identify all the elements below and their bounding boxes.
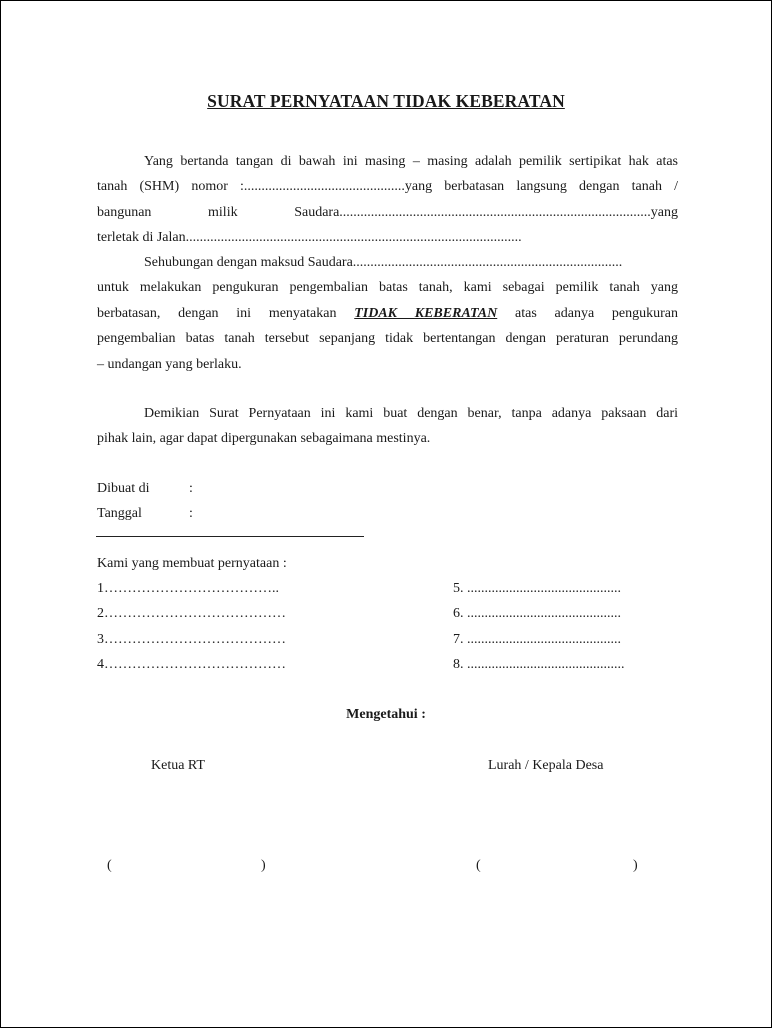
signer-line-2: 2…………………………………	[97, 606, 286, 621]
signer-line-7: 7. ............................................	[453, 632, 621, 647]
divider-line	[96, 536, 364, 537]
statement-line-4: terletak di Jalan................................................................................................	[97, 230, 522, 246]
objection-line-1: Sehubungan dengan maksud Saudara.............................................................................	[144, 255, 623, 270]
signer-line-3: 3…………………………………	[97, 632, 286, 647]
objection-line-2: untuk melakukan pengukuran pengembalian batas tanah, kami sebagai pemilik tanah yang	[97, 280, 678, 296]
field-tanggal	[97, 506, 193, 522]
tanggal-label: Tanggal	[97, 506, 142, 521]
objection-line-3: berbatasan, dengan ini menyatakan TIDAK KEBERATAN atas adanya pengukuran	[97, 305, 679, 321]
signer-line-4: 4…………………………………	[97, 657, 286, 672]
signer-line-8: 8. .............................................	[453, 657, 625, 672]
lurah-label: Lurah / Kepala Desa	[488, 758, 604, 773]
acknowledge-heading: Mengetahui :	[346, 707, 426, 722]
document-title: SURAT PERNYATAAN TIDAK KEBERATAN	[207, 91, 565, 111]
paragraph-statement	[97, 149, 678, 251]
closing-line-2: pihak lain, agar dapat dipergunakan sebagaimana mestinya.	[97, 431, 431, 447]
statement-line-3: bangunan milik Saudara.........................................................................................yang	[97, 204, 678, 220]
lurah-signature-open: (	[476, 858, 481, 873]
statement-line-2: tanah (SHM) nomor :..............................................yang berbatasan langsung dengan tanah /	[97, 179, 678, 195]
ketua-rt-signature-close: )	[261, 858, 266, 873]
signer-line-5: 5. ............................................	[453, 581, 621, 596]
statement-line-1: Yang bertanda tangan di bawah ini masing – masing adalah pemilik sertipikat hak atas	[144, 154, 678, 169]
ketua-rt-label: Ketua RT	[151, 758, 205, 773]
dibuat-label: Dibuat di	[97, 481, 150, 496]
objection-line-5: – undangan yang berlaku.	[97, 356, 242, 372]
lurah-signature-close: )	[633, 858, 638, 873]
field-dibuat-di	[97, 481, 193, 497]
closing-line-1: Demikian Surat Pernyataan ini kami buat dengan benar, tanpa adanya paksaan dari	[144, 406, 678, 421]
signer-line-6: 6. ............................................	[453, 606, 621, 621]
ketua-rt-signature-open: (	[107, 858, 112, 873]
tanggal-value: :	[189, 506, 193, 521]
paragraph-no-objection	[97, 250, 678, 377]
signer-line-1: 1………………………………..	[97, 581, 279, 596]
dibuat-value: :	[189, 481, 193, 496]
paragraph-closing	[97, 401, 678, 452]
objection-line-4: pengembalian batas tanah tersebut sepanjang tidak bertentangan dengan peraturan perundang	[97, 331, 678, 347]
signers-heading: Kami yang membuat pernyataan :	[97, 556, 287, 571]
no-objection-emphasis: TIDAK KEBERATAN	[354, 305, 498, 321]
